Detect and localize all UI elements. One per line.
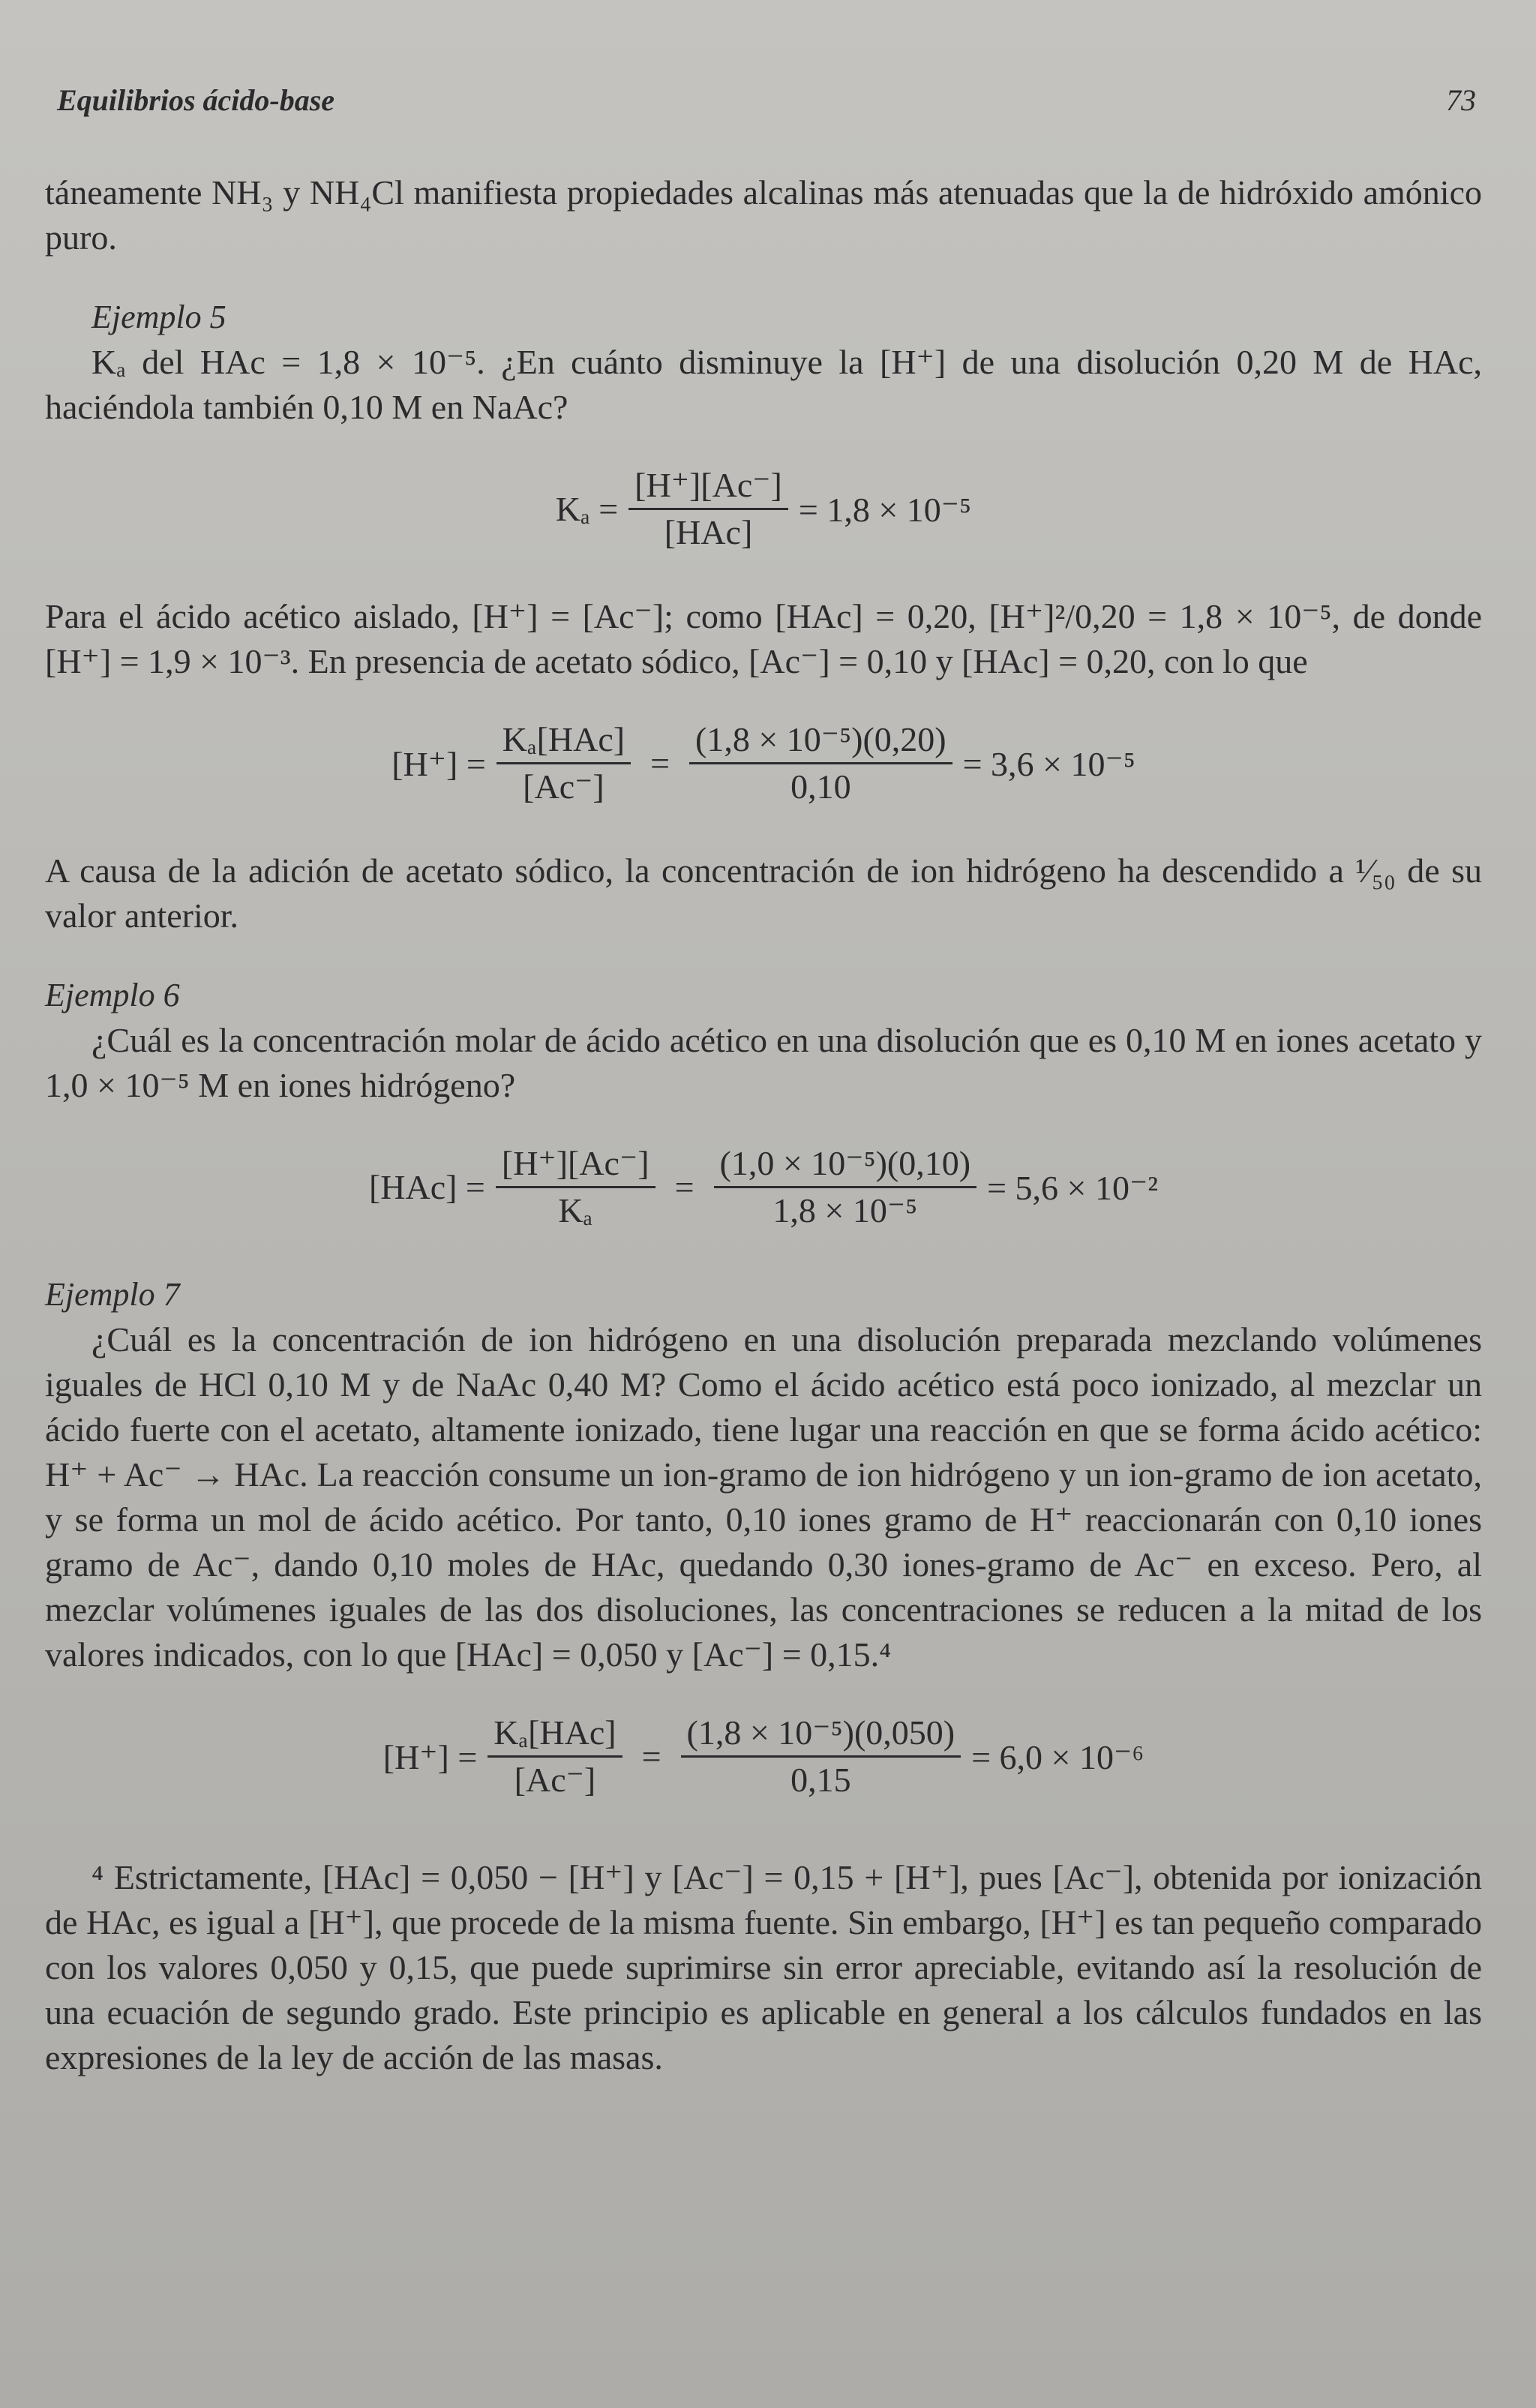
fraction [681,1710,962,1803]
fraction-numerator: (1,0 × 10⁻⁵)(0,10) [714,1141,977,1188]
equation-h-concentration-7 [45,1710,1482,1803]
eq-rhs: = 5,6 × 10⁻² [987,1168,1159,1207]
fraction [488,1710,622,1803]
example-5-paragraph: Para el ácido acético aislado, [H⁺] = [Ac⁻]; como [HAc] = 0,20, [H⁺]²/0,20 = 1,8 × 10⁻⁵, de donde [H⁺] = 1,9 × 10⁻³. En presencia de acetato sódico, [Ac⁻] = 0,10 y [HAc] = 0,20, con lo que [45,597,1482,680]
example-5-question: Kₐ del HAc = 1,8 × 10⁻⁵. ¿En cuánto disminuye la [H⁺] de una disolución 0,20 M de HAc, haciéndola también 0,10 M en NaAc? [45,343,1482,426]
fraction [628,463,788,555]
fraction-denominator: [HAc] [664,513,753,551]
example-7-heading: Ejemplo 7 [45,1276,180,1313]
example-6-heading: Ejemplo 6 [45,977,180,1013]
fraction [689,717,952,809]
fraction [496,1141,656,1233]
intro-paragraph: táneamente NH₃ y NH₄Cl manifiesta propiedades alcalinas más atenuadas que la de hidróxido amónico puro. [45,173,1482,257]
eq-lhs: [HAc] = [368,1168,485,1206]
running-title: Equilibrios ácido-base [57,83,335,117]
eq-lhs: [H⁺] = [382,1737,478,1776]
fraction [714,1141,977,1233]
fraction-numerator: [H⁺][Ac⁻] [496,1141,656,1188]
fraction-denominator: 0,15 [790,1761,851,1799]
equation-h-concentration-5 [45,717,1482,809]
fraction-numerator: Kₐ[HAc] [488,1710,622,1758]
fraction-denominator: 0,10 [790,767,851,806]
example-5-conclusion: A causa de la adición de acetato sódico, la concentración de ion hidrógeno ha descendido a ¹⁄₅₀ de su valor anterior. [45,851,1482,935]
example-6-question: ¿Cuál es la concentración molar de ácido acético en una disolución que es 0,10 M en iones acetato y 1,0 × 10⁻⁵ M en iones hidrógeno? [45,1021,1482,1104]
eq-equals: = [674,1168,694,1206]
fraction-denominator: [Ac⁻] [523,767,604,806]
equation-ka-definition [45,463,1482,555]
equation-hac-concentration [45,1141,1482,1233]
page-header [45,83,1482,118]
fraction-numerator: (1,8 × 10⁻⁵)(0,20) [689,717,952,764]
fraction-numerator: [H⁺][Ac⁻] [628,463,788,510]
page-number: 73 [1446,83,1476,117]
eq-rhs: = 1,8 × 10⁻⁵ [798,490,972,529]
fraction-denominator: 1,8 × 10⁻⁵ [772,1191,918,1230]
eq-lhs: [H⁺] = [392,744,486,783]
fraction-denominator: Kₐ [558,1191,593,1230]
footnote [45,1855,1482,2080]
fraction [496,717,631,809]
example-5-heading: Ejemplo 5 [92,299,226,335]
eq-rhs: = 3,6 × 10⁻⁵ [962,744,1136,783]
example-7-text: ¿Cuál es la concentración de ion hidrógeno en una disolución preparada mezclando volúmenes iguales de HCl 0,10 M y de NaAc 0,40 M? Como el ácido acético está poco ionizado, al mezclar un ácido fuerte con el acetato, altamente ionizado, tiene lugar una reacción en que se forma ácido acético: H⁺ + Ac⁻ → HAc. La reacción consume un ion-gramo de ion hidrógeno y un ion-gramo de ion acetato, y se forma un mol de ácido acético. Por tanto, 0,10 iones gramo de H⁺ reaccionarán con 0,10 iones gramo de Ac⁻, dando 0,10 moles de HAc, quedando 0,30 iones-gramo de Ac⁻ en exceso. Pero, al mezclar volúmenes iguales de las dos disoluciones, las concentraciones se reducen a la mitad de los valores indicados, con lo que [HAc] = 0,050 y [Ac⁻] = 0,15.⁴ [45,1320,1482,1674]
eq-lhs: Kₐ = [555,490,619,528]
fraction-numerator: Kₐ[HAc] [496,717,631,764]
fraction-denominator: [Ac⁻] [514,1761,596,1799]
eq-equals: = [641,1737,662,1776]
fraction-numerator: (1,8 × 10⁻⁵)(0,050) [681,1710,962,1758]
footnote-text: ⁴ Estrictamente, [HAc] = 0,050 − [H⁺] y [Ac⁻] = 0,15 + [H⁺], pues [Ac⁻], obtenida por ionización de HAc, es igual a [H⁺], que procede de la misma fuente. Sin embargo, [H⁺] es tan pequeño comparado con los valores 0,050 y 0,15, que puede suprimirse sin error apreciable, evitando así la resolución de una ecuación de segundo grado. Este principio es aplicable en general a los cálculos fundados en las expresiones de la ley de acción de las masas. [45,1858,1482,2076]
eq-equals: = [650,744,670,782]
eq-rhs: = 6,0 × 10⁻⁶ [971,1737,1144,1776]
